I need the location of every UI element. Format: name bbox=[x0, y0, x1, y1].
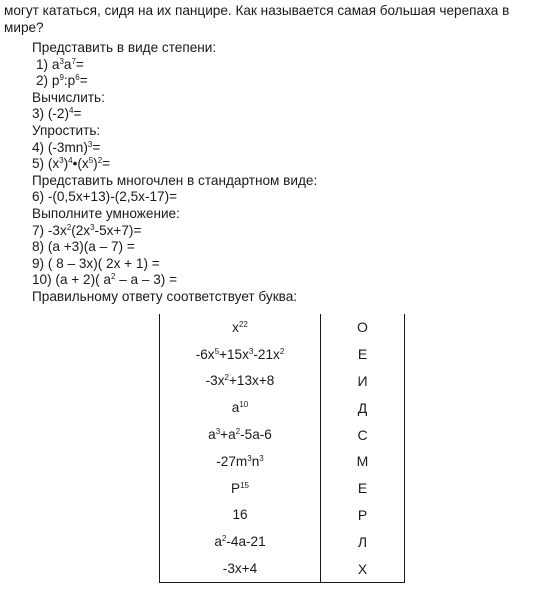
heading-answer: Правильному ответу соответствует буква: bbox=[32, 288, 298, 304]
letter-cell: М bbox=[321, 448, 405, 475]
table-row bbox=[160, 314, 405, 341]
task-7: 7) $-3x^2(2x^3-5x+7)=$ bbox=[32, 222, 142, 238]
heading-powers: Представить в виде степени: bbox=[32, 40, 217, 55]
task-2: 2) $p^9:p^6=$ bbox=[36, 73, 88, 89]
table-row bbox=[160, 421, 405, 448]
letter-cell: Р bbox=[321, 502, 405, 529]
task-4: 4) $(-3mn)^3=$ bbox=[32, 139, 101, 155]
task-6: 6) -(0,5x+13)-(2,5x-17)= bbox=[32, 189, 178, 205]
table-row bbox=[160, 341, 405, 368]
task-10: 10) (a + 2)( $a^2$ – a – 3) = bbox=[32, 272, 178, 288]
letter-cell: Д bbox=[321, 394, 405, 421]
task-9: 9) ( 8 – 3x)( 2x + 1) = bbox=[32, 255, 160, 271]
heading-compute: Вычислить: bbox=[32, 89, 105, 105]
answer-cell: $-27m^3n^3$ bbox=[160, 448, 321, 475]
answer-cell: $a^3+a^2-5a-6$ bbox=[160, 421, 321, 448]
task-3: 3) $(-2)^4=$ bbox=[32, 106, 82, 122]
task-8: 8) (a +3)(a – 7) = bbox=[32, 239, 135, 255]
answer-cell: $a^{10}$ bbox=[160, 394, 321, 421]
table-row bbox=[160, 502, 405, 529]
answer-cell: $-3x^2+13x+8$ bbox=[160, 368, 321, 395]
heading-standard-form: Представить многочлен в стандартном виде: bbox=[32, 172, 318, 188]
table-row bbox=[160, 368, 405, 395]
letter-cell: Л bbox=[321, 528, 405, 555]
table-row bbox=[160, 394, 405, 421]
letter-cell: Е bbox=[321, 341, 405, 368]
table-row bbox=[160, 528, 405, 555]
answer-cell: $P^{15}$ bbox=[160, 475, 321, 502]
letter-cell: О bbox=[321, 314, 405, 341]
letter-cell: Х bbox=[321, 555, 405, 582]
task-list bbox=[32, 40, 532, 306]
intro-text: могут кататься, сидя на их панцире. Как называется самая большая черепаха в мире? bbox=[4, 3, 510, 35]
table-row bbox=[160, 448, 405, 475]
task-1: 1) $a^3a^7=$ bbox=[36, 56, 84, 72]
answer-cell: 16 bbox=[160, 502, 321, 529]
task-5: 5) $(x^3)^4•(x^5)^2=$ bbox=[32, 156, 111, 172]
table-row bbox=[160, 555, 405, 582]
heading-multiply: Выполните умножение: bbox=[32, 205, 180, 221]
letter-cell: С bbox=[321, 421, 405, 448]
heading-simplify: Упростить: bbox=[32, 122, 101, 138]
answer-table bbox=[159, 314, 402, 592]
table-row bbox=[160, 475, 405, 502]
answer-cell: $a^2-4a-21$ bbox=[160, 528, 321, 555]
letter-cell: И bbox=[321, 368, 405, 395]
answer-cell: $-6x^5+15x^3-21x^2$ bbox=[160, 341, 321, 368]
answer-cell: $x^{22}$ bbox=[160, 314, 321, 341]
letter-cell: Е bbox=[321, 475, 405, 502]
answer-cell: -3x+4 bbox=[160, 555, 321, 582]
